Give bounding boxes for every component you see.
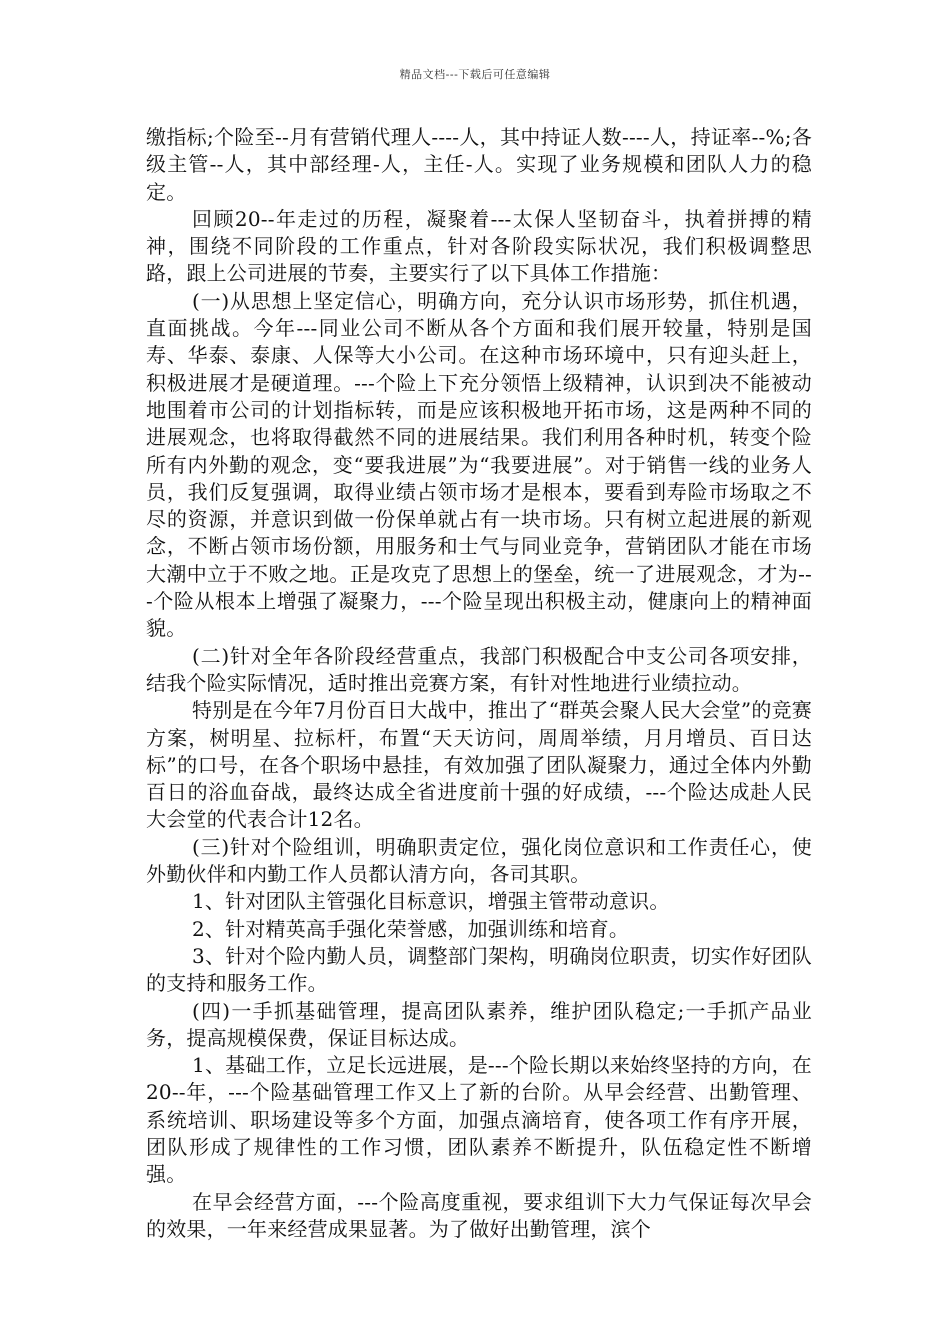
paragraph-item-3-3: 3、针对个险内勤人员，调整部门架构，明确岗位职责，切实作好团队的支持和服务工作。 — [146, 943, 812, 996]
document-body — [146, 124, 812, 1243]
paragraph-section-1: (一)从思想上坚定信心，明确方向，充分认识市场形势，抓住机遇，直面挑战。今年---同业公司不断从各个方面和我们展开较量，特别是国寿、华泰、泰康、人保等大小公司。在这种市场环境中，只有迎头赶上，积极进展才是硬道理。---个险上下充分领悟上级精神，认识到决不能被动地围着市公司的计划指标转，而是应该积极地开拓市场，这是两种不同的进展观念，也将取得截然不同的进展结果。我们利用各种时机，转变个险所有内外勤的观念，变“要我进展”为“我要进展”。对于销售一线的业务人员，我们反复强调，取得业绩占领市场才是根本，要看到寿险市场取之不尽的资源，并意识到做一份保单就占有一块市场。只有树立起进展的新观念，不断占领市场份额，用服务和士气与同业竞争，营销团队才能在市场大潮中立于不败之地。正是攻克了思想上的堡垒，统一了进展观念，才为---个险从根本上增强了凝聚力，---个险呈现出积极主动，健康向上的精神面貌。 — [146, 288, 812, 641]
paragraph-section-4: (四)一手抓基础管理，提高团队素养，维护团队稳定;一手抓产品业务，提高规模保费，保证目标达成。 — [146, 998, 812, 1050]
paragraph-review: 回顾20--年走过的历程，凝聚着---太保人坚韧奋斗，执着拼搏的精神，围绕不同阶段的工作重点，针对各阶段实际状况，我们积极调整思路，跟上公司进展的节奏，主要实行了以下具体工作措施： — [146, 206, 812, 286]
paragraph-section-2: (二)针对全年各阶段经营重点，我部门积极配合中支公司各项安排，结我个险实际情况，适时推出竞赛方案，有针对性地进行业绩拉动。 — [146, 643, 812, 695]
paragraph-morning-meeting: 在早会经营方面，---个险高度重视，要求组训下大力气保证每次早会的效果，一年来经营成果显著。为了做好出勤管理，滨个 — [146, 1189, 812, 1241]
paragraph-hundred-day-campaign: 特别是在今年7月份百日大战中，推出了“群英会聚人民大会堂”的竞赛方案，树明星、拉标杆，布置“天天访问，周周举绩，月月增员、百日达标”的口号，在各个职场中悬挂，有效加强了团队凝聚力，通过全体内外勤百日的浴血奋战，最终达成全省进度前十强的好成绩，---个险达成赴人民大会堂的代表合计12名。 — [146, 698, 812, 832]
paragraph-continuation: 缴指标;个险至--月有营销代理人----人，其中持证人数----人，持证率--%;各级主管--人，其中部经理-人，主任-人。实现了业务规模和团队人力的稳定。 — [146, 125, 812, 204]
paragraph-item-3-1: 1、针对团队主管强化目标意识，增强主管带动意识。 — [192, 889, 670, 914]
paragraph-section-3: (三)针对个险组训，明确职责定位，强化岗位意识和工作责任心，使外勤伙伴和内勤工作人员都认清方向，各司其职。 — [146, 834, 812, 887]
page-header: 精品文档---下载后可任意编辑 — [399, 68, 551, 81]
paragraph-item-4-1: 1、基础工作，立足长远进展，是---个险长期以来始终坚持的方向，在20--年，---个险基础管理工作又上了新的台阶。从早会经营、出勤管理、系统培训、职场建设等多个方面，加强点滴培育，使各项工作有序开展，团队形成了规律性的工作习惯，团队素养不断提升，队伍稳定性不断增强。 — [146, 1053, 812, 1187]
paragraph-item-3-2: 2、针对精英高手强化荣誉感，加强训练和培育。 — [192, 916, 630, 941]
